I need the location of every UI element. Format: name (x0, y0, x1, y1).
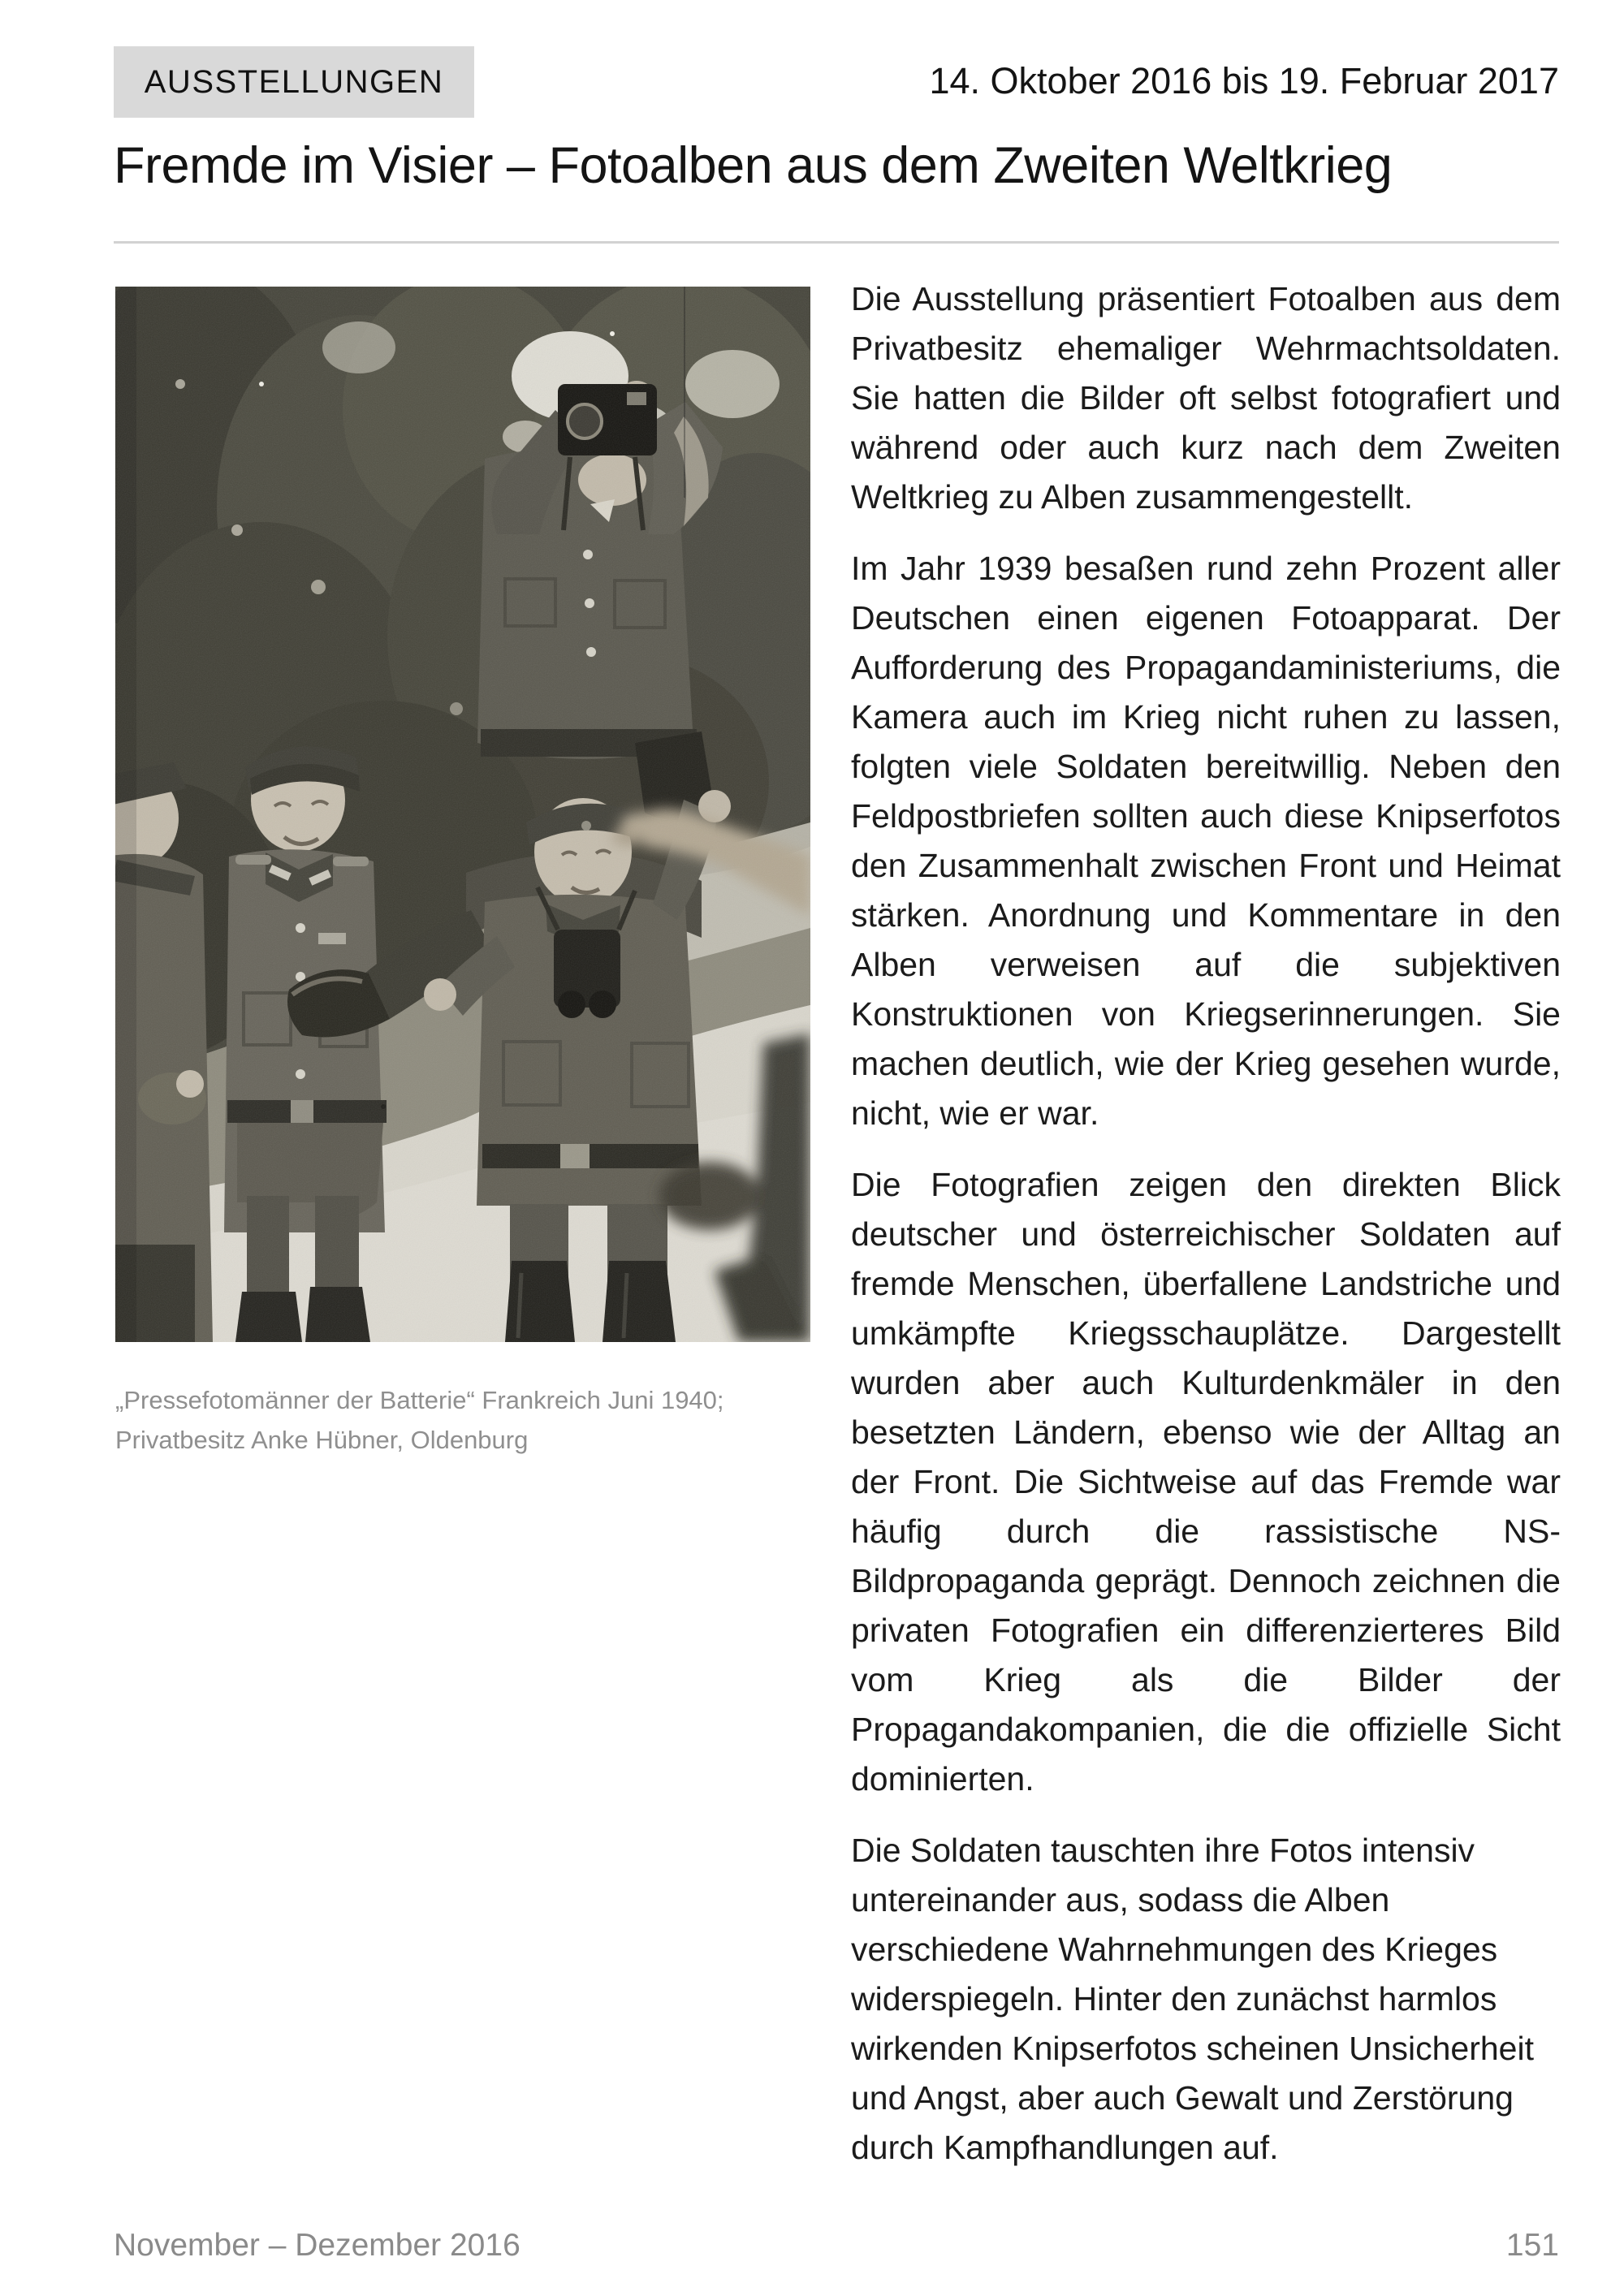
title-divider (114, 241, 1559, 244)
footer-issue-date: November – Dezember 2016 (114, 2228, 520, 2263)
section-tag (114, 46, 474, 118)
article-paragraph: Die Soldaten tauschten ihre Fotos intensiv untereinander aus, sodass die Alben verschiedene Wahrnehmungen des Krieges widerspiegeln. Hinter den zunächst harmlos wirkenden Knipserfotos scheinen Unsicherheit und Angst, aber auch Gewalt und Zerstörung durch Kampfhandlungen auf. (851, 1832, 1534, 2166)
article-paragraph: Die Fotografien zeigen den direkten Blick deutscher und österreichischer Soldaten auf fremde Menschen, überfallene Landstriche und umkämpfte Kriegsschauplätze. Dargestellt wurden aber auch Kulturdenkmäler in den besetzten Ländern, ebenso wie der Alltag an der Front. Die Sichtweise auf das Fremde war häufig durch die rassistische NS-Bildpropaganda geprägt. Dennoch zeichnen die privaten Fotografien ein differenzierteres Bild vom Krieg als die Bilder der Propagandakompanien, die die offizielle Sicht dominierten. (851, 1166, 1561, 1798)
exhibition-photo (115, 287, 810, 1342)
photo-caption: „Pressefotomänner der Batterie“ Frankreich Juni 1940; Privatbesitz Anke Hübner, Oldenburg (115, 1386, 724, 1454)
footer-page-number: 151 (1505, 2228, 1559, 2263)
article-paragraph: Im Jahr 1939 besaßen rund zehn Prozent aller Deutschen einen eigenen Fotoapparat. Der Aufforderung des Propagandaministeriums, die Kamera auch im Krieg nicht ruhen zu lassen, folgten viele Soldaten bereitwillig. Neben den Feldpostbriefen sollten auch diese Knipserfotos den Zusammenhalt zwischen Front und Heimat stärken. Anordnung und Kommentare in den Alben verweisen auf die subjektiven Konstruktionen von Kriegserinnerungen. Sie machen deutlich, wie der Krieg gesehen wurde, nicht, wie er war. (851, 550, 1561, 1132)
section-tag-label: AUSSTELLUNGEN (144, 63, 444, 100)
article-body (851, 274, 1561, 2195)
photo-column (115, 287, 810, 1342)
article-paragraph: Die Ausstellung präsentiert Fotoalben aus dem Privatbesitz ehemaliger Wehrmachtsoldaten. Sie hatten die Bilder oft selbst fotografiert und während oder auch kurz nach dem Zweiten Weltkrieg zu Alben zusammengestellt. (851, 280, 1561, 516)
exhibition-dates: 14. Oktober 2016 bis 19. Februar 2017 (929, 60, 1559, 101)
page-title: Fremde im Visier – Fotoalben aus dem Zweiten Weltkrieg (114, 137, 1393, 194)
